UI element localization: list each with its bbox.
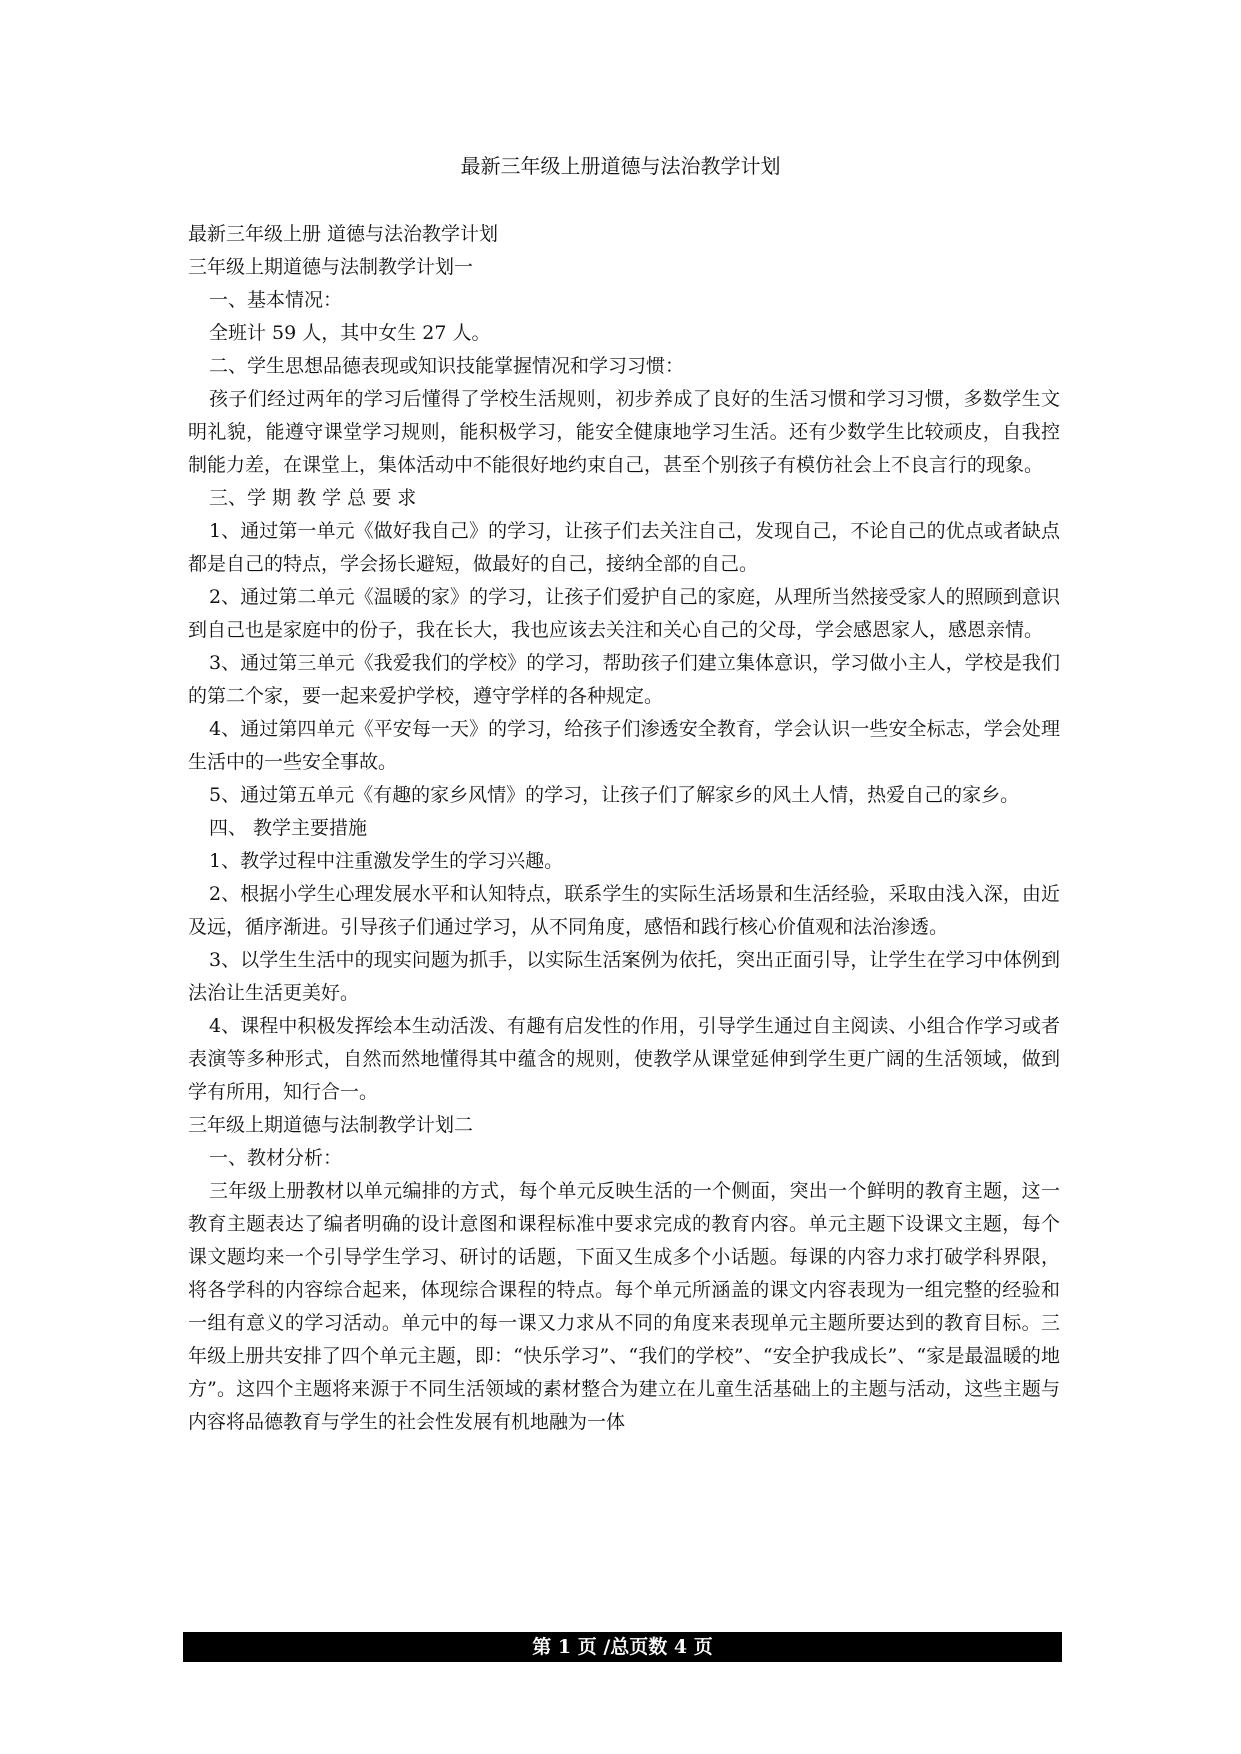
document-title: 最新三年级上册道德与法治教学计划 [460,154,781,178]
page-footer: 第 1 页 /总页数 4 页 [183,1632,1062,1662]
section-heading-students: 二、学生思想品德表现或知识技能掌握情况和学习习惯： [209,355,685,377]
section-heading-requirements: 三、学 期 教 学 总 要 求 [209,487,417,509]
paragraph: 2、通过第二单元《温暖的家》的学习，让孩子们爱护自己的家庭，从理所当然接受家人的照顾到意识到自己也是家庭中的份子，我在长大，我也应该去关注和关心自己的父母，学会感恩家人，感恩亲情。 [188,586,1060,641]
paragraph: 1、教学过程中注重激发学生的学习兴趣。 [209,850,564,872]
document-body [188,218,1060,1439]
plan-two-heading: 三年级上期道德与法制教学计划二 [188,1114,474,1136]
paragraph: 全班计 59 人，其中女生 27 人。 [209,322,491,344]
paragraph: 5、通过第五单元《有趣的家乡风情》的学习，让孩子们了解家乡的风土人情，热爱自己的家乡。 [209,784,1020,806]
paragraph: 孩子们经过两年的学习后懂得了学校生活规则，初步养成了良好的生活习惯和学习习惯，多数学生文明礼貌，能遵守课堂学习规则，能积极学习，能安全健康地学习生活。还有少数学生比较顽皮，自我控制能力差，在课堂上，集体活动中不能很好地约束自己，甚至个别孩子有模仿社会上不良言行的现象。 [188,388,1060,476]
paragraph: 3、通过第三单元《我爱我们的学校》的学习，帮助孩子们建立集体意识，学习做小主人，学校是我们的第二个家，要一起来爱护学校，遵守学样的各种规定。 [188,652,1060,707]
section-heading-basic: 一、基本情况： [209,289,343,311]
paragraph: 2、根据小学生心理发展水平和认知特点，联系学生的实际生活场景和生活经验，采取由浅入深，由近及远，循序渐进。引导孩子们通过学习，从不同角度，感悟和践行核心价值观和法治渗透。 [188,883,1060,938]
paragraph: 4、通过第四单元《平安每一天》的学习，给孩子们渗透安全教育，学会认识一些安全标志，学会处理生活中的一些安全事故。 [188,718,1060,773]
plan-one-heading: 三年级上期道德与法制教学计划一 [188,256,474,278]
section-heading-measures: 四、 教学主要措施 [209,817,368,839]
paragraph: 3、以学生生活中的现实问题为抓手，以实际生活案例为依托，突出正面引导，让学生在学习中体例到法治让生活更美好。 [188,949,1060,1004]
section-heading-textbook: 一、教材分析： [209,1147,343,1169]
doc-heading: 最新三年级上册 道德与法治教学计划 [188,223,499,245]
paragraph: 1、通过第一单元《做好我自己》的学习，让孩子们去关注自己，发现自己，不论自己的优点或者缺点都是自己的特点，学会扬长避短，做最好的自己，接纳全部的自己。 [188,520,1060,575]
paragraph: 三年级上册教材以单元编排的方式，每个单元反映生活的一个侧面，突出一个鲜明的教育主题，这一教育主题表达了编者明确的设计意图和课程标准中要求完成的教育内容。单元主题下设课文主题，每个课文题均来一个引导学生学习、研讨的话题，下面又生成多个小话题。每课的内容力求打破学科界限，将各学科的内容综合起来，体现综合课程的特点。每个单元所涵盖的课文内容表现为一组完整的经验和一组有意义的学习活动。单元中的每一课又力求从不同的角度来表现单元主题所要达到的教育目标。三年级上册共安排了四个单元主题，即：“快乐学习”、“我们的学校”、“安全护我成长”、“家是最温暖的地方”。这四个主题将来源于不同生活领域的素材整合为建立在儿童生活基础上的主题与活动，这些主题与内容将品德教育与学生的社会性发展有机地融为一体 [188,1180,1060,1433]
paragraph: 4、课程中积极发挥绘本生动活泼、有趣有启发性的作用，引导学生通过自主阅读、小组合作学习或者表演等多种形式，自然而然地懂得其中蕴含的规则，使教学从课堂延伸到学生更广阔的生活领域，做到学有所用，知行合一。 [188,1015,1060,1103]
